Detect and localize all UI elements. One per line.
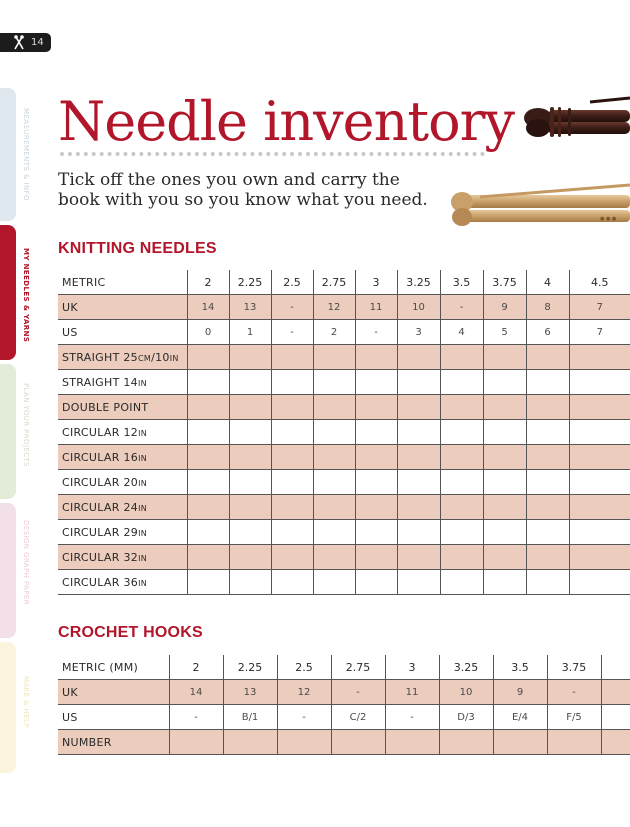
tick-cell[interactable]: [526, 470, 569, 495]
needle-type-name: CIRCULAR 32: [62, 550, 139, 564]
needle-type-name: CIRCULAR 29: [62, 525, 139, 539]
tick-cell[interactable]: [440, 370, 483, 395]
crochet-us-label: US: [58, 705, 169, 730]
side-tab-label-measurements: MEASUREMENTS & INFO: [22, 108, 30, 201]
tick-cell[interactable]: [187, 445, 229, 470]
metric-size: 2.75: [313, 270, 355, 295]
tick-cell[interactable]: [355, 445, 397, 470]
tick-cell[interactable]: [187, 520, 229, 545]
tick-cell[interactable]: [313, 395, 355, 420]
crochet-uk-size: 12: [277, 680, 331, 705]
tick-cell[interactable]: [355, 420, 397, 445]
tick-cell[interactable]: [569, 370, 630, 395]
tick-cell[interactable]: [355, 545, 397, 570]
tick-cell[interactable]: [187, 545, 229, 570]
side-tab-measurements[interactable]: [0, 88, 16, 221]
tick-cell[interactable]: [187, 395, 229, 420]
page-number: 14: [31, 37, 44, 48]
dark-wood-needles: [524, 98, 630, 137]
needle-type-unit: IN: [138, 453, 148, 463]
crochet-hooks-table: [58, 655, 630, 755]
side-tab-label-needles-yarns: MY NEEDLES & YARNS: [22, 248, 30, 343]
tick-cell[interactable]: [483, 495, 526, 520]
tick-cell[interactable]: [526, 420, 569, 445]
us-size: -: [271, 320, 313, 345]
metric-row: [58, 270, 630, 295]
needle-type-unit: IN: [138, 478, 148, 488]
crochet-uk-size: 9: [493, 680, 547, 705]
tick-cell[interactable]: [355, 470, 397, 495]
needle-type-unit: IN: [138, 428, 148, 438]
uk-size: 8: [526, 295, 569, 320]
needle-type-row: [58, 545, 630, 570]
page-title: Needle inventory: [58, 90, 514, 153]
tick-cell[interactable]: [440, 470, 483, 495]
needle-type-unit: IN: [137, 378, 147, 388]
tick-cell[interactable]: [169, 730, 223, 755]
crochet-metric-size: 2.5: [277, 655, 331, 680]
crochet-us-size: F/5: [547, 705, 601, 730]
tick-cell[interactable]: [397, 420, 440, 445]
crochet-uk-row: [58, 680, 630, 705]
crochet-metric-size: 3.25: [439, 655, 493, 680]
metric-size: 3.25: [397, 270, 440, 295]
tick-cell[interactable]: [187, 470, 229, 495]
metric-size: 4: [526, 270, 569, 295]
empty-cell[interactable]: [601, 655, 630, 680]
tick-cell[interactable]: [569, 545, 630, 570]
tick-cell[interactable]: [483, 545, 526, 570]
tick-cell[interactable]: [440, 420, 483, 445]
tick-cell[interactable]: [526, 520, 569, 545]
tick-cell[interactable]: [229, 470, 271, 495]
tick-cell[interactable]: [187, 345, 229, 370]
tick-cell[interactable]: [355, 570, 397, 595]
tick-cell[interactable]: [397, 470, 440, 495]
tick-cell[interactable]: [229, 520, 271, 545]
tick-cell[interactable]: [440, 395, 483, 420]
us-size: 7: [569, 320, 630, 345]
needle-type-name: DOUBLE POINT: [62, 400, 149, 414]
tick-cell[interactable]: [569, 470, 630, 495]
us-size: 2: [313, 320, 355, 345]
crochet-uk-size: 10: [439, 680, 493, 705]
us-size: 3: [397, 320, 440, 345]
needle-type-name: STRAIGHT 25: [62, 350, 138, 364]
uk-label: UK: [58, 295, 187, 320]
needle-type-row: [58, 570, 630, 595]
tick-cell[interactable]: [313, 420, 355, 445]
svg-text:● ● ●: ● ● ●: [600, 216, 617, 222]
tick-cell[interactable]: [331, 730, 385, 755]
tick-cell[interactable]: [187, 570, 229, 595]
tick-cell[interactable]: [271, 420, 313, 445]
tick-cell[interactable]: [397, 345, 440, 370]
tick-cell[interactable]: [483, 345, 526, 370]
crochet-uk-size: 14: [169, 680, 223, 705]
tick-cell[interactable]: [223, 730, 277, 755]
needle-type-row: [58, 495, 630, 520]
crochet-us-size: D/3: [439, 705, 493, 730]
tick-cell[interactable]: [313, 445, 355, 470]
needle-type-label: [58, 470, 187, 495]
crochet-metric-size: 2: [169, 655, 223, 680]
tick-cell[interactable]: [440, 570, 483, 595]
knitting-needles-heading: KNITTING NEEDLES: [58, 240, 217, 257]
tick-cell[interactable]: [397, 520, 440, 545]
tick-cell[interactable]: [271, 570, 313, 595]
tick-cell[interactable]: [439, 730, 493, 755]
needle-type-name: CIRCULAR 16: [62, 450, 139, 464]
uk-size: -: [271, 295, 313, 320]
tick-cell[interactable]: [355, 495, 397, 520]
side-tab-needles-yarns[interactable]: [0, 225, 16, 360]
tick-cell[interactable]: [397, 445, 440, 470]
tick-cell[interactable]: [229, 445, 271, 470]
needle-type-label: [58, 445, 187, 470]
needle-type-row: [58, 370, 630, 395]
tick-cell[interactable]: [397, 395, 440, 420]
tick-cell[interactable]: [483, 395, 526, 420]
needle-type-unit: IN: [138, 528, 148, 538]
crochet-metric-size: 3.5: [493, 655, 547, 680]
us-row: [58, 320, 630, 345]
tick-cell[interactable]: [271, 520, 313, 545]
needle-type-row: [58, 420, 630, 445]
tick-cell[interactable]: [483, 520, 526, 545]
tick-cell[interactable]: [271, 470, 313, 495]
tick-cell[interactable]: [271, 495, 313, 520]
bamboo-needles: [451, 185, 630, 226]
knitting-needles-illustration: [440, 90, 630, 250]
needle-type-unit: IN: [138, 553, 148, 563]
crochet-us-size: -: [277, 705, 331, 730]
tick-cell[interactable]: [526, 545, 569, 570]
tick-cell[interactable]: [397, 495, 440, 520]
metric-size: 3.5: [440, 270, 483, 295]
tick-cell[interactable]: [313, 520, 355, 545]
side-tab-make-help[interactable]: [0, 642, 16, 773]
tick-cell[interactable]: [187, 420, 229, 445]
page-subtitle: Tick off the ones you own and carry the book with you so you know what you need.: [58, 170, 428, 210]
needle-type-row: [58, 520, 630, 545]
tick-cell[interactable]: [526, 395, 569, 420]
needle-type-unit: CM: [137, 353, 152, 363]
empty-cell[interactable]: [601, 705, 630, 730]
uk-size: 14: [187, 295, 229, 320]
tick-cell[interactable]: [187, 370, 229, 395]
crochet-metric-row: [58, 655, 630, 680]
uk-row: [58, 295, 630, 320]
tick-cell[interactable]: [229, 345, 271, 370]
crochet-metric-label: METRIC (MM): [58, 655, 169, 680]
crochet-number-label: NUMBER: [58, 730, 169, 755]
needle-type-row: [58, 470, 630, 495]
needle-type-unit: /10: [151, 350, 170, 364]
us-size: 6: [526, 320, 569, 345]
us-size: 0: [187, 320, 229, 345]
empty-cell[interactable]: [601, 680, 630, 705]
side-tab-label-make-help: MAKE & HELP: [22, 676, 30, 728]
tick-cell[interactable]: [493, 730, 547, 755]
us-size: -: [355, 320, 397, 345]
needle-type-label: [58, 345, 187, 370]
us-size: 1: [229, 320, 271, 345]
tick-cell[interactable]: [229, 420, 271, 445]
needle-type-name: CIRCULAR 24: [62, 500, 139, 514]
crochet-us-size: B/1: [223, 705, 277, 730]
tick-cell[interactable]: [440, 345, 483, 370]
tick-cell[interactable]: [313, 470, 355, 495]
tick-cell[interactable]: [526, 345, 569, 370]
tick-cell[interactable]: [271, 395, 313, 420]
needle-type-label: [58, 520, 187, 545]
tick-cell[interactable]: [483, 470, 526, 495]
metric-size: 3: [355, 270, 397, 295]
us-size: 4: [440, 320, 483, 345]
crochet-us-size: -: [385, 705, 439, 730]
crossed-needles-icon: [12, 35, 26, 50]
tick-cell[interactable]: [313, 345, 355, 370]
tick-cell[interactable]: [271, 445, 313, 470]
needle-type-unit: IN: [138, 578, 148, 588]
metric-size: 2.25: [229, 270, 271, 295]
needle-type-name: CIRCULAR 20: [62, 475, 139, 489]
tick-cell[interactable]: [355, 395, 397, 420]
needle-type-label: [58, 495, 187, 520]
needle-type-label: [58, 420, 187, 445]
crochet-uk-size: -: [331, 680, 385, 705]
knitting-needles-table: [58, 270, 630, 595]
tick-cell[interactable]: [440, 495, 483, 520]
uk-size: 9: [483, 295, 526, 320]
tick-cell[interactable]: [526, 495, 569, 520]
tick-cell[interactable]: [229, 545, 271, 570]
tick-cell[interactable]: [569, 420, 630, 445]
crochet-us-row: [58, 705, 630, 730]
tick-cell[interactable]: [483, 370, 526, 395]
crochet-uk-size: 11: [385, 680, 439, 705]
tick-cell[interactable]: [569, 495, 630, 520]
metric-size: 3.75: [483, 270, 526, 295]
needle-type-unit: IN: [138, 503, 148, 513]
needle-type-label: [58, 395, 187, 420]
needle-type-label: [58, 545, 187, 570]
uk-size: 7: [569, 295, 630, 320]
crochet-hooks-heading: CROCHET HOOKS: [58, 624, 203, 641]
tick-cell[interactable]: [271, 370, 313, 395]
tick-cell[interactable]: [271, 345, 313, 370]
tick-cell[interactable]: [569, 520, 630, 545]
tick-cell[interactable]: [547, 730, 601, 755]
side-tab-plan-projects[interactable]: [0, 364, 16, 499]
uk-size: -: [440, 295, 483, 320]
crochet-uk-size: -: [547, 680, 601, 705]
metric-size: 2: [187, 270, 229, 295]
needle-type-row: [58, 445, 630, 470]
tick-cell[interactable]: [397, 545, 440, 570]
tick-cell[interactable]: [526, 445, 569, 470]
crochet-uk-label: UK: [58, 680, 169, 705]
tick-cell[interactable]: [483, 445, 526, 470]
needle-type-label: [58, 570, 187, 595]
tick-cell[interactable]: [229, 395, 271, 420]
tick-cell[interactable]: [526, 570, 569, 595]
crochet-metric-size: 2.75: [331, 655, 385, 680]
crochet-metric-size: 3.75: [547, 655, 601, 680]
tick-cell[interactable]: [355, 345, 397, 370]
tick-cell[interactable]: [601, 730, 630, 755]
crochet-us-size: E/4: [493, 705, 547, 730]
uk-size: 13: [229, 295, 271, 320]
side-tab-label-plan-projects: PLAN YOUR PROJECTS: [22, 383, 30, 468]
tick-cell[interactable]: [187, 495, 229, 520]
page-number-tab: [0, 33, 51, 52]
tick-cell[interactable]: [355, 370, 397, 395]
needle-type-row: [58, 345, 630, 370]
side-tab-graph-paper[interactable]: [0, 503, 16, 638]
tick-cell[interactable]: [397, 570, 440, 595]
tick-cell[interactable]: [526, 370, 569, 395]
tick-cell[interactable]: [440, 545, 483, 570]
crochet-metric-size: 2.25: [223, 655, 277, 680]
us-size: 5: [483, 320, 526, 345]
tick-cell[interactable]: [440, 520, 483, 545]
uk-size: 12: [313, 295, 355, 320]
tick-cell[interactable]: [355, 520, 397, 545]
crochet-uk-size: 13: [223, 680, 277, 705]
tick-cell[interactable]: [313, 370, 355, 395]
tick-cell[interactable]: [569, 395, 630, 420]
metric-label: METRIC: [58, 270, 187, 295]
metric-size: 4.5: [569, 270, 630, 295]
tick-cell[interactable]: [313, 495, 355, 520]
tick-cell[interactable]: [483, 420, 526, 445]
tick-cell[interactable]: [229, 570, 271, 595]
tick-cell[interactable]: [440, 445, 483, 470]
needle-type-unit: IN: [169, 353, 179, 363]
needle-type-name: CIRCULAR 12: [62, 425, 139, 439]
tick-cell[interactable]: [483, 570, 526, 595]
uk-size: 11: [355, 295, 397, 320]
needle-type-name: STRAIGHT 14: [62, 375, 138, 389]
tick-cell[interactable]: [229, 495, 271, 520]
tick-cell[interactable]: [569, 345, 630, 370]
tick-cell[interactable]: [385, 730, 439, 755]
crochet-number-row: [58, 730, 630, 755]
side-tab-label-graph-paper: DESIGN GRAPH PAPER: [22, 520, 30, 605]
needle-type-row: [58, 395, 630, 420]
tick-cell[interactable]: [277, 730, 331, 755]
tick-cell[interactable]: [313, 545, 355, 570]
tick-cell[interactable]: [313, 570, 355, 595]
tick-cell[interactable]: [569, 445, 630, 470]
tick-cell[interactable]: [229, 370, 271, 395]
crochet-metric-size: 3: [385, 655, 439, 680]
crochet-us-size: C/2: [331, 705, 385, 730]
tick-cell[interactable]: [569, 570, 630, 595]
title-dotted-divider: [60, 152, 485, 156]
needle-type-label: [58, 370, 187, 395]
tick-cell[interactable]: [397, 370, 440, 395]
uk-size: 10: [397, 295, 440, 320]
crochet-us-size: -: [169, 705, 223, 730]
us-label: US: [58, 320, 187, 345]
metric-size: 2.5: [271, 270, 313, 295]
needle-type-name: CIRCULAR 36: [62, 575, 139, 589]
tick-cell[interactable]: [271, 545, 313, 570]
